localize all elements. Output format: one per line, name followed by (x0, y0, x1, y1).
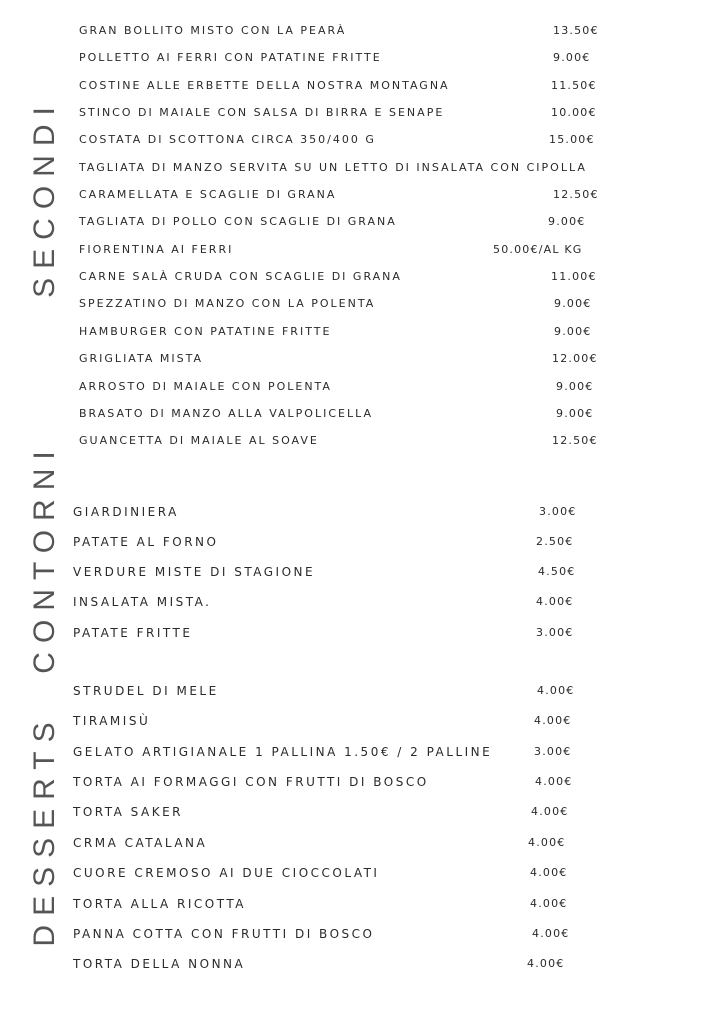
menu-item (0, 863, 724, 883)
menu-item-price: 10.00€ (551, 106, 597, 119)
menu-item-name: TORTA AI FORMAGGI CON FRUTTI DI BOSCO (73, 775, 429, 789)
menu-item (0, 294, 724, 314)
menu-item-name: TIRAMISÙ (73, 714, 151, 728)
menu-item-price: 4.00€ (531, 805, 569, 818)
menu-item-name: GRIGLIATA MISTA (79, 352, 203, 365)
menu-item (0, 130, 724, 150)
menu-item-price: 4.00€ (527, 957, 565, 970)
menu-item-price: 9.00€ (556, 407, 594, 420)
menu-item-name: HAMBURGER CON PATATINE FRITTE (79, 325, 332, 338)
menu-item-name: CUORE CREMOSO AI DUE CIOCCOLATI (73, 866, 380, 880)
menu-item-price: 4.00€ (536, 595, 574, 608)
menu-item-price: 12.50€ (553, 188, 599, 201)
menu-item-name: COSTATA DI SCOTTONA CIRCA 350/400 G (79, 133, 376, 146)
menu-item-price: 9.00€ (556, 380, 594, 393)
menu-item-name: VERDURE MISTE DI STAGIONE (73, 565, 316, 579)
menu-item (0, 924, 724, 944)
menu-item (0, 802, 724, 822)
menu-item-name: POLLETTO AI FERRI CON PATATINE FRITTE (79, 51, 382, 64)
menu-item (0, 772, 724, 792)
menu-item (0, 377, 724, 397)
menu-item-price: 11.00€ (551, 270, 597, 283)
menu-item-name: SPEZZATINO DI MANZO CON LA POLENTA (79, 297, 376, 310)
menu-item (0, 711, 724, 731)
menu-item (0, 681, 724, 701)
menu-item-price: 4.00€ (528, 836, 566, 849)
menu-item-name: ARROSTO DI MAIALE CON POLENTA (79, 380, 332, 393)
menu-item (0, 103, 724, 123)
menu-item (0, 21, 724, 41)
menu-item-name: STINCO DI MAIALE CON SALSA DI BIRRA E SENAPE (79, 106, 445, 119)
menu-item-name: STRUDEL DI MELE (73, 684, 219, 698)
menu-item-price: 4.00€ (530, 897, 568, 910)
menu-item-name: GELATO ARTIGIANALE 1 PALLINA 1.50€ / 2 PALLINE (73, 745, 493, 759)
menu-item (0, 623, 724, 643)
menu-item-price: 13.50€ (553, 24, 599, 37)
menu-item-price: 2.50€ (536, 535, 574, 548)
menu-item (0, 240, 724, 260)
menu-item-price: 11.50€ (551, 79, 597, 92)
menu-item (0, 532, 724, 552)
menu-item-name: PATATE FRITTE (73, 626, 193, 640)
menu-item-price: 4.00€ (532, 927, 570, 940)
menu-item (0, 322, 724, 342)
section-title-secondi: SECONDI (28, 98, 61, 298)
menu-item-price: 4.00€ (530, 866, 568, 879)
menu-item-price: 3.00€ (536, 626, 574, 639)
menu-item-name: TAGLIATA DI POLLO CON SCAGLIE DI GRANA (79, 215, 397, 228)
menu-item-price: 12.50€ (552, 434, 598, 447)
menu-item-name: GIARDINIERA (73, 505, 179, 519)
menu-item-price: 9.00€ (554, 297, 592, 310)
menu-item (0, 833, 724, 853)
menu-item-name: COSTINE ALLE ERBETTE DELLA NOSTRA MONTAGNA (79, 79, 450, 92)
menu-item-price: 50.00€/AL KG (493, 243, 583, 256)
menu-item-price: 3.00€ (534, 745, 572, 758)
menu-item-name: TORTA ALLA RICOTTA (73, 897, 246, 911)
menu-item-name: FIORENTINA AI FERRI (79, 243, 234, 256)
menu-item-price: 12.00€ (552, 352, 598, 365)
section-title-contorni: CONTORNI (28, 442, 61, 674)
menu-item-price: 15.00€ (549, 133, 595, 146)
menu-item-price: 9.00€ (548, 215, 586, 228)
menu-item (0, 76, 724, 96)
menu-item (0, 894, 724, 914)
menu-item-price: 9.00€ (554, 325, 592, 338)
menu-item (0, 562, 724, 582)
menu-item (0, 502, 724, 522)
menu-item-name: CARAMELLATA E SCAGLIE DI GRANA (79, 188, 337, 201)
menu-item (0, 267, 724, 287)
menu-item (0, 742, 724, 762)
section-title-desserts: DESSERTS (28, 713, 61, 947)
menu-item-price: 4.50€ (538, 565, 576, 578)
menu-item-name: GRAN BOLLITO MISTO CON LA PEARÀ (79, 24, 347, 37)
menu-item (0, 349, 724, 369)
menu-item-name: BRASATO DI MANZO ALLA VALPOLICELLA (79, 407, 374, 420)
menu-item (0, 954, 724, 974)
menu-item (0, 431, 724, 451)
menu-item (0, 158, 724, 178)
menu-item (0, 185, 724, 205)
menu-item-name: GUANCETTA DI MAIALE AL SOAVE (79, 434, 319, 447)
menu-item-price: 3.00€ (539, 505, 577, 518)
menu-item-name: TAGLIATA DI MANZO SERVITA SU UN LETTO DI INSALATA CON CIPOLLA (79, 161, 587, 174)
menu-item-name: CARNE SALÀ CRUDA CON SCAGLIE DI GRANA (79, 270, 402, 283)
menu-item-name: CRMA CATALANA (73, 836, 208, 850)
menu-item (0, 592, 724, 612)
menu-item-price: 4.00€ (535, 775, 573, 788)
menu-item-name: INSALATA MISTA. (73, 595, 212, 609)
menu-item-name: PATATE AL FORNO (73, 535, 219, 549)
menu-item-name: TORTA SAKER (73, 805, 183, 819)
menu-item (0, 48, 724, 68)
menu-item (0, 212, 724, 232)
menu-item-price: 4.00€ (537, 684, 575, 697)
menu-item-price: 4.00€ (534, 714, 572, 727)
menu-item-name: TORTA DELLA NONNA (73, 957, 246, 971)
menu-item-name: PANNA COTTA CON FRUTTI DI BOSCO (73, 927, 375, 941)
menu-item-price: 9.00€ (553, 51, 591, 64)
menu-item (0, 404, 724, 424)
